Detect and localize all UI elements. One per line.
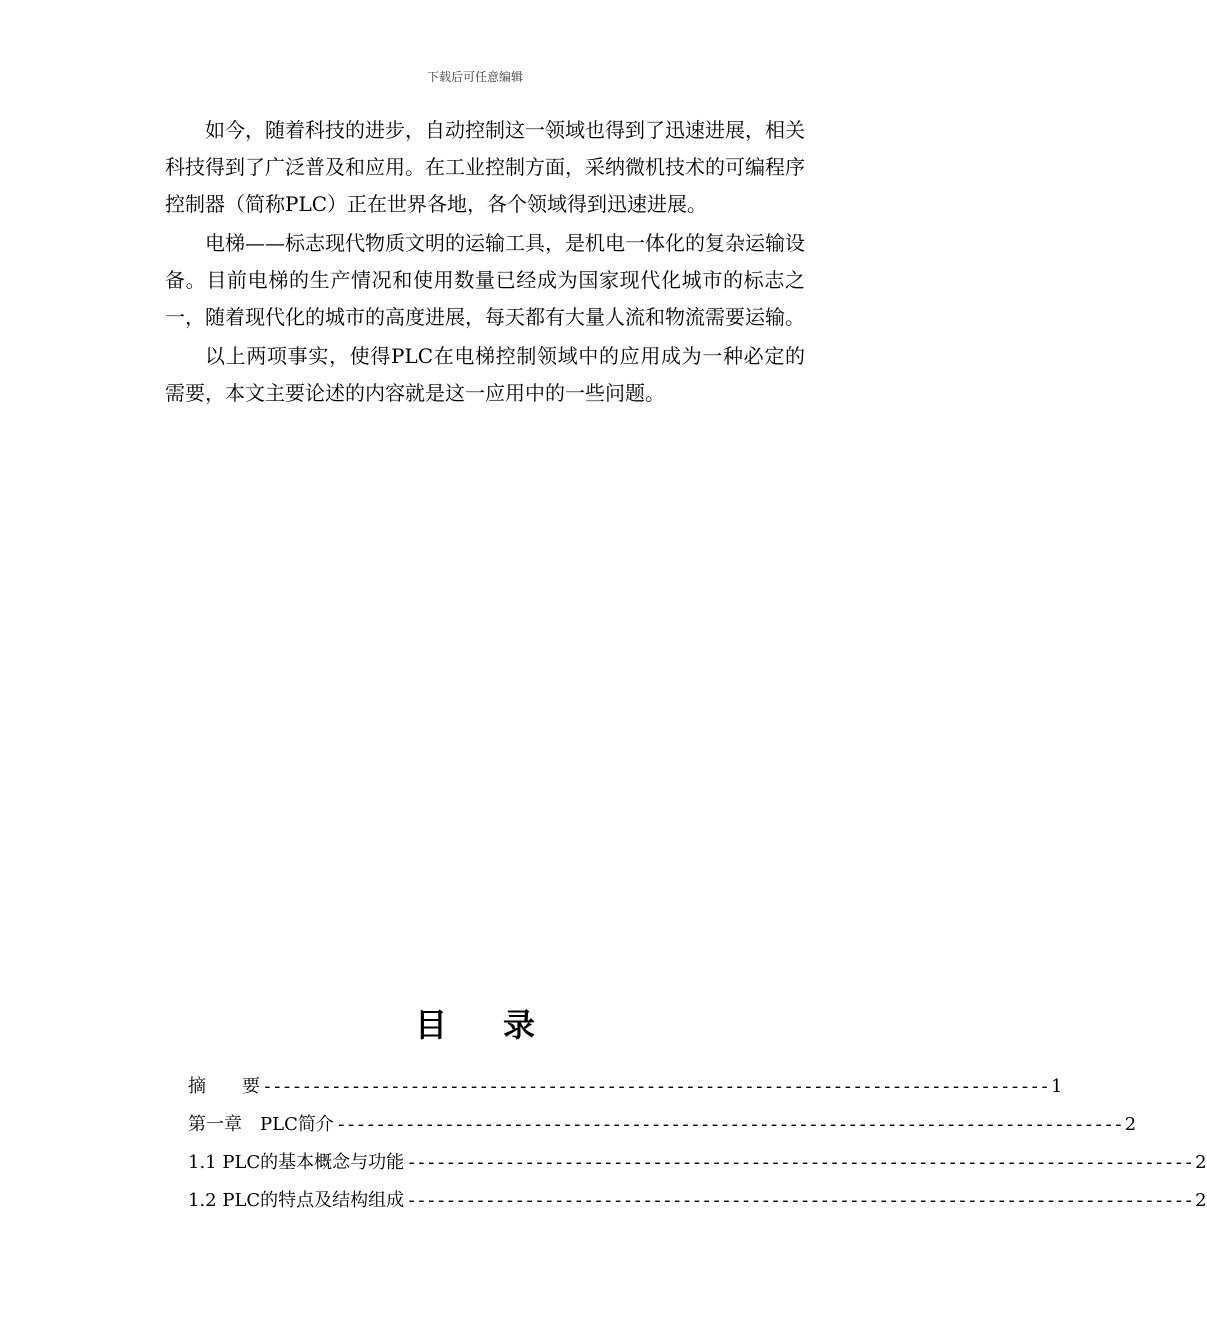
paragraph: 如今，随着科技的进步，自动控制这一领域也得到了迅速进展，相关科技得到了广泛普及和应用。在工业控制方面，采纳微机技术的可编程序控制器（简称PLC）正在世界各地，各个领域得到迅速进展。 [165, 118, 805, 216]
toc-entry-label: 摘 要 [188, 1076, 260, 1097]
table-of-contents [188, 1072, 1207, 1224]
toc-entry-label: 1.1 PLC的基本概念与功能 [188, 1152, 405, 1173]
paragraph: 电梯——标志现代物质文明的运输工具，是机电一体化的复杂运输设备。目前电梯的生产情况和使用数量已经成为国家现代化城市的标志之一，随着现代化的城市的高度进展，每天都有大量人流和物流需要运输。 [165, 231, 805, 329]
toc-entry-page: 2 [1195, 1152, 1207, 1173]
toc-leader: -------------------------------------------------------------------------------- [335, 1114, 1123, 1135]
toc-entry[interactable] [188, 1110, 1137, 1148]
paragraph: 以上两项事实，使得PLC在电梯控制领域中的应用成为一种必定的需要，本文主要论述的内容就是这一应用中的一些问题。 [165, 344, 805, 405]
body-text [165, 112, 805, 414]
toc-entry[interactable] [188, 1072, 1063, 1110]
toc-title: 目录 [414, 1006, 591, 1044]
page-header: 下载后可任意编辑 [426, 70, 523, 84]
toc-leader: -------------------------------------------------------------------------------- [406, 1190, 1194, 1211]
toc-entry[interactable] [188, 1148, 1207, 1186]
toc-entry-page: 2 [1195, 1190, 1207, 1211]
toc-leader: -------------------------------------------------------------------------------- [406, 1152, 1194, 1173]
toc-entry-label: 第一章 PLC简介 [188, 1114, 334, 1135]
toc-entry-page: 1 [1050, 1076, 1063, 1097]
toc-entry[interactable] [188, 1186, 1207, 1224]
toc-leader: -------------------------------------------------------------------------------- [262, 1076, 1049, 1097]
toc-entry-page: 2 [1124, 1114, 1137, 1135]
toc-entry-label: 1.2 PLC的特点及结构组成 [188, 1190, 405, 1211]
